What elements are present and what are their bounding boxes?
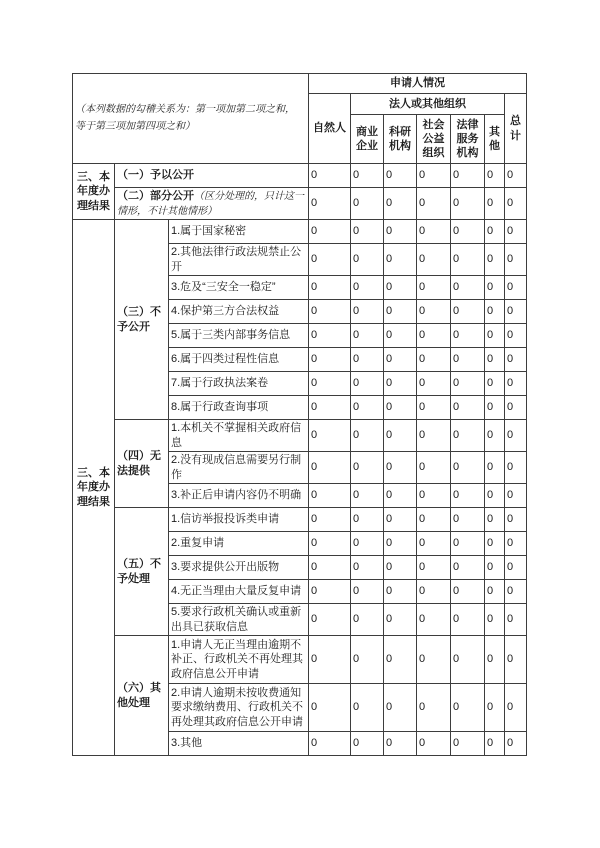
value-cell: 0: [505, 508, 527, 532]
value-cell: 0: [505, 684, 527, 732]
row-label: 1.信访举报投诉类申请: [169, 508, 309, 532]
value-cell: 0: [309, 396, 351, 420]
value-cell: 0: [485, 484, 505, 508]
row-label: 2.其他法律行政法规禁止公开: [169, 244, 309, 276]
value-cell: 0: [485, 372, 505, 396]
value-cell: 0: [309, 348, 351, 372]
table-row: [73, 220, 527, 244]
value-cell: 0: [451, 324, 485, 348]
value-cell: 0: [505, 372, 527, 396]
value-cell: 0: [485, 420, 505, 452]
value-cell: 0: [505, 244, 527, 276]
value-cell: 0: [485, 300, 505, 324]
value-cell: 0: [505, 188, 527, 220]
value-cell: 0: [417, 556, 451, 580]
value-cell: 0: [505, 324, 527, 348]
value-cell: 0: [351, 604, 384, 636]
value-cell: 0: [309, 300, 351, 324]
header-research-institution: 科研机构: [384, 115, 417, 164]
value-cell: 0: [351, 508, 384, 532]
value-cell: 0: [309, 636, 351, 684]
value-cell: 0: [351, 396, 384, 420]
value-cell: 0: [417, 396, 451, 420]
header-natural-person: 自然人: [309, 94, 351, 164]
header-legal-service-org: 法律服务机构: [451, 115, 485, 164]
table-row: [73, 188, 527, 220]
value-cell: 0: [505, 452, 527, 484]
value-cell: 0: [451, 372, 485, 396]
value-cell: 0: [384, 300, 417, 324]
value-cell: 0: [384, 732, 417, 756]
value-cell: 0: [451, 508, 485, 532]
value-cell: 0: [505, 220, 527, 244]
value-cell: 0: [485, 220, 505, 244]
value-cell: 0: [417, 532, 451, 556]
disclosure-results-table: [72, 73, 527, 756]
value-cell: 0: [505, 604, 527, 636]
value-cell: 0: [485, 244, 505, 276]
value-cell: 0: [351, 732, 384, 756]
note-line-1: （本列数据的勾稽关系为：第一项加第二项之和，: [75, 104, 295, 115]
value-cell: 0: [417, 420, 451, 452]
value-cell: 0: [384, 372, 417, 396]
reconciliation-note-cell: [73, 74, 309, 164]
table-row: [73, 420, 527, 452]
table-row: [73, 508, 527, 532]
value-cell: 0: [451, 188, 485, 220]
header-commercial-enterprise: 商业企业: [351, 115, 384, 164]
value-cell: 0: [309, 452, 351, 484]
value-cell: 0: [417, 732, 451, 756]
value-cell: 0: [485, 348, 505, 372]
value-cell: 0: [351, 348, 384, 372]
table-row: [73, 164, 527, 188]
value-cell: 0: [485, 556, 505, 580]
value-cell: 0: [351, 164, 384, 188]
value-cell: 0: [309, 164, 351, 188]
value-cell: 0: [485, 396, 505, 420]
value-cell: 0: [309, 372, 351, 396]
value-cell: 0: [309, 604, 351, 636]
value-cell: 0: [309, 532, 351, 556]
value-cell: 0: [505, 484, 527, 508]
value-cell: 0: [505, 276, 527, 300]
header-social-welfare-org: 社会公益组织: [417, 115, 451, 164]
value-cell: 0: [384, 244, 417, 276]
value-cell: 0: [451, 300, 485, 324]
value-cell: 0: [309, 220, 351, 244]
value-cell: 0: [309, 732, 351, 756]
header-total: 总计: [505, 94, 527, 164]
value-cell: 0: [384, 508, 417, 532]
value-cell: 0: [384, 636, 417, 684]
value-cell: 0: [351, 420, 384, 452]
row-label: 5.要求行政机关确认或重新出具已获取信息: [169, 604, 309, 636]
value-cell: 0: [309, 244, 351, 276]
value-cell: 0: [351, 276, 384, 300]
value-cell: 0: [485, 732, 505, 756]
value-cell: 0: [384, 164, 417, 188]
value-cell: 0: [309, 188, 351, 220]
value-cell: 0: [451, 452, 485, 484]
value-cell: 0: [417, 220, 451, 244]
row-label: 2.申请人逾期未按收费通知要求缴纳费用、行政机关不再处理其政府信息公开申请: [169, 684, 309, 732]
value-cell: 0: [351, 188, 384, 220]
value-cell: 0: [384, 396, 417, 420]
value-cell: 0: [485, 636, 505, 684]
header-applicant-group: 申请人情况: [309, 74, 527, 94]
value-cell: 0: [417, 636, 451, 684]
value-cell: 0: [485, 684, 505, 732]
value-cell: 0: [485, 188, 505, 220]
row-label: 7.属于行政执法案卷: [169, 372, 309, 396]
value-cell: 0: [384, 556, 417, 580]
section-label-unable-to-provide: （四）无法提供: [115, 420, 169, 508]
value-cell: 0: [351, 484, 384, 508]
value-cell: 0: [451, 348, 485, 372]
value-cell: 0: [451, 244, 485, 276]
value-cell: 0: [417, 484, 451, 508]
value-cell: 0: [351, 532, 384, 556]
value-cell: 0: [351, 580, 384, 604]
value-cell: 0: [451, 164, 485, 188]
section-label-no-disclosure: （三）不予公开: [115, 220, 169, 420]
value-cell: 0: [451, 556, 485, 580]
value-cell: 0: [384, 188, 417, 220]
value-cell: 0: [451, 684, 485, 732]
value-cell: 0: [384, 580, 417, 604]
value-cell: 0: [309, 276, 351, 300]
value-cell: 0: [505, 164, 527, 188]
value-cell: 0: [417, 164, 451, 188]
value-cell: 0: [351, 684, 384, 732]
row-label: 2.重复申请: [169, 532, 309, 556]
value-cell: 0: [309, 556, 351, 580]
value-cell: 0: [505, 300, 527, 324]
value-cell: 0: [451, 580, 485, 604]
header-row-1: [73, 74, 527, 94]
value-cell: 0: [309, 580, 351, 604]
row-label: 1.属于国家秘密: [169, 220, 309, 244]
value-cell: 0: [485, 532, 505, 556]
value-cell: 0: [351, 244, 384, 276]
value-cell: 0: [505, 348, 527, 372]
value-cell: 0: [309, 508, 351, 532]
value-cell: 0: [417, 348, 451, 372]
value-cell: 0: [417, 276, 451, 300]
header-legal-org-group: 法人或其他组织: [351, 94, 505, 115]
value-cell: 0: [351, 324, 384, 348]
value-cell: 0: [417, 508, 451, 532]
value-cell: 0: [451, 276, 485, 300]
row-label: 1.本机关不掌握相关政府信息: [169, 420, 309, 452]
value-cell: 0: [505, 732, 527, 756]
value-cell: 0: [505, 636, 527, 684]
value-cell: 0: [351, 300, 384, 324]
table-row: [73, 636, 527, 684]
value-cell: 0: [505, 532, 527, 556]
value-cell: 0: [309, 420, 351, 452]
value-cell: 0: [417, 452, 451, 484]
value-cell: 0: [505, 420, 527, 452]
header-other-org: 其他: [485, 115, 505, 164]
value-cell: 0: [505, 556, 527, 580]
value-cell: 0: [309, 684, 351, 732]
value-cell: 0: [417, 300, 451, 324]
value-cell: 0: [451, 604, 485, 636]
value-cell: 0: [451, 396, 485, 420]
value-cell: 0: [351, 636, 384, 684]
row-label: 1.申请人无正当理由逾期不补正、行政机关不再处理其政府信息公开申请: [169, 636, 309, 684]
value-cell: 0: [309, 324, 351, 348]
value-cell: 0: [417, 244, 451, 276]
row-label: 6.属于四类过程性信息: [169, 348, 309, 372]
value-cell: 0: [417, 372, 451, 396]
row-label: [115, 188, 309, 220]
value-cell: 0: [505, 396, 527, 420]
value-cell: 0: [485, 452, 505, 484]
value-cell: 0: [384, 532, 417, 556]
value-cell: 0: [485, 508, 505, 532]
value-cell: 0: [417, 580, 451, 604]
value-cell: 0: [485, 164, 505, 188]
row-label: 4.保护第三方合法权益: [169, 300, 309, 324]
value-cell: 0: [451, 484, 485, 508]
value-cell: 0: [485, 580, 505, 604]
value-cell: 0: [505, 580, 527, 604]
row-group-label-top: 三、本年度办理结果: [73, 164, 115, 220]
value-cell: 0: [384, 348, 417, 372]
row-label-note: （区分处理的，只计这一情形，不计其他情形）: [117, 191, 304, 217]
value-cell: 0: [351, 220, 384, 244]
row-label: 4.无正当理由大量反复申请: [169, 580, 309, 604]
value-cell: 0: [384, 276, 417, 300]
row-label: 3.危及“三安全一稳定”: [169, 276, 309, 300]
value-cell: 0: [384, 220, 417, 244]
row-label: 5.属于三类内部事务信息: [169, 324, 309, 348]
value-cell: 0: [417, 188, 451, 220]
value-cell: 0: [451, 220, 485, 244]
row-label: 2.没有现成信息需要另行制作: [169, 452, 309, 484]
value-cell: 0: [384, 604, 417, 636]
value-cell: 0: [309, 484, 351, 508]
value-cell: 0: [417, 684, 451, 732]
row-label: 3.要求提供公开出版物: [169, 556, 309, 580]
value-cell: 0: [417, 324, 451, 348]
value-cell: 0: [485, 276, 505, 300]
value-cell: 0: [417, 604, 451, 636]
value-cell: 0: [384, 420, 417, 452]
note-line-2: 等于第三项加第四项之和）: [75, 120, 195, 132]
value-cell: 0: [384, 324, 417, 348]
value-cell: 0: [451, 636, 485, 684]
value-cell: 0: [351, 372, 384, 396]
value-cell: 0: [451, 532, 485, 556]
row-label-main: （二）部分公开: [117, 190, 194, 203]
section-label-other-handling: （六）其他处理: [115, 636, 169, 756]
value-cell: 0: [384, 484, 417, 508]
row-group-label-bottom: 三、本年度办理结果: [73, 220, 115, 756]
value-cell: 0: [384, 452, 417, 484]
value-cell: 0: [485, 604, 505, 636]
value-cell: 0: [351, 452, 384, 484]
value-cell: 0: [384, 684, 417, 732]
section-label-not-processed: （五）不予处理: [115, 508, 169, 636]
row-label: （一）予以公开: [115, 164, 309, 188]
row-label: 3.其他: [169, 732, 309, 756]
value-cell: 0: [451, 420, 485, 452]
value-cell: 0: [351, 556, 384, 580]
row-label: 3.补正后申请内容仍不明确: [169, 484, 309, 508]
value-cell: 0: [451, 732, 485, 756]
value-cell: 0: [485, 324, 505, 348]
row-label: 8.属于行政查询事项: [169, 396, 309, 420]
